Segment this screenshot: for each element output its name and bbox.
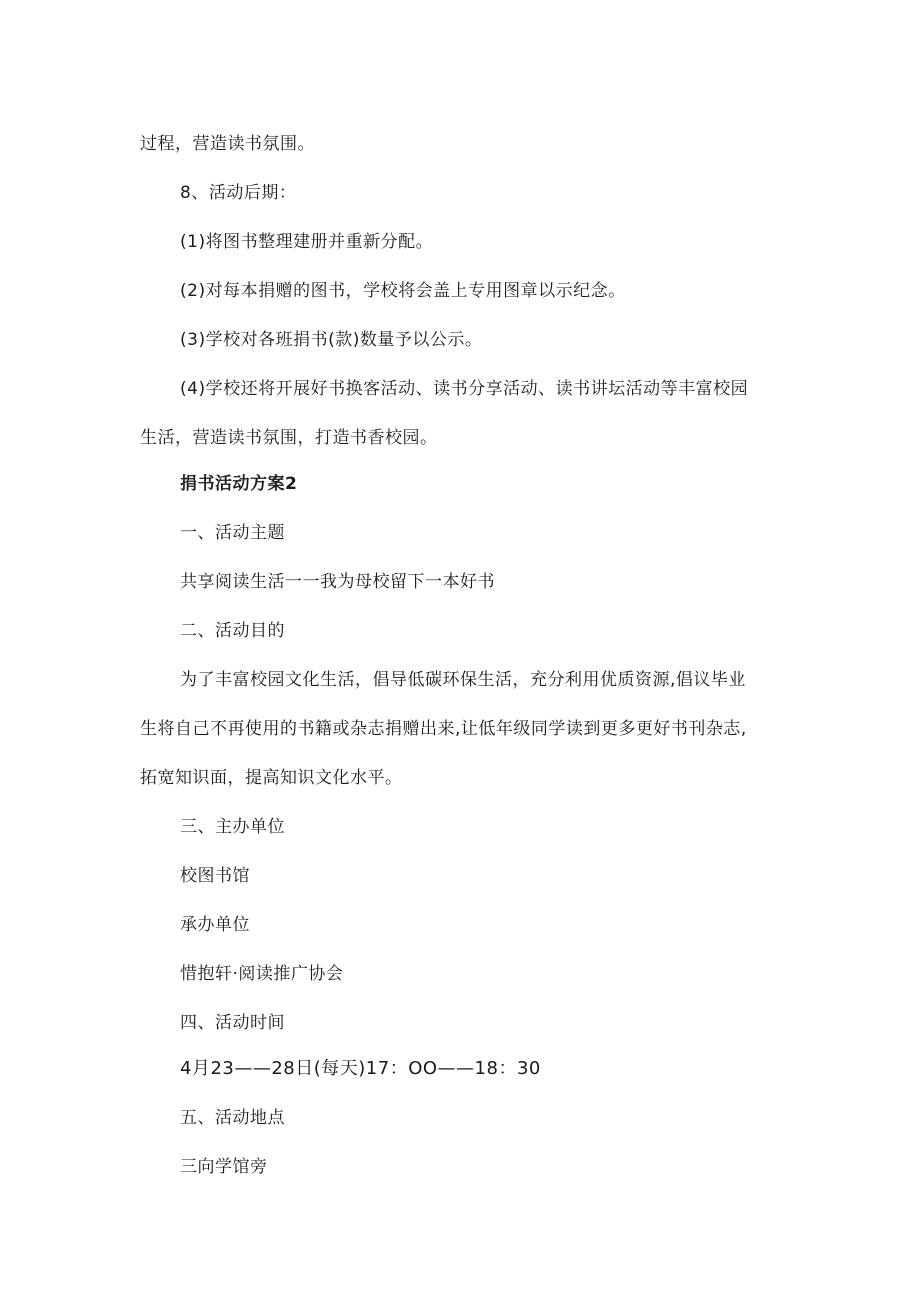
activity-theme: 共享阅读生活一一我为母校留下一本好书 (180, 572, 495, 592)
purpose-paragraph-line-2: 生将自己不再使用的书籍或杂志捐赠出来,让低年级同学读到更多更好书刊杂志, (140, 719, 747, 739)
section-8-heading: 8、活动后期： (180, 183, 297, 203)
plan-2-title: 捐书活动方案2 (180, 474, 298, 494)
list-item-4: (4)学校还将开展好书换客活动、读书分享活动、读书讲坛活动等丰富校园 (180, 379, 749, 399)
list-item-2: (2)对每本捐赠的图书，学校将会盖上专用图章以示纪念。 (180, 281, 626, 301)
section-1-heading: 一、活动主题 (180, 523, 285, 543)
co-organizer-label: 承办单位 (180, 915, 250, 935)
section-3-heading: 三、主办单位 (180, 817, 285, 837)
list-item-3: (3)学校对各班捐书(款)数量予以公示。 (180, 330, 483, 350)
purpose-paragraph-line-3: 拓宽知识面，提高知识文化水平。 (140, 768, 403, 788)
list-item-4-continuation: 生活，营造读书氛围，打造书香校园。 (140, 428, 438, 448)
activity-time: 4月23——28日(每天)17：OO——18：30 (180, 1058, 541, 1079)
section-2-heading: 二、活动目的 (180, 621, 285, 641)
purpose-paragraph-line-1: 为了丰富校园文化生活，倡导低碳环保生活，充分利用优质资源,倡议毕业 (180, 670, 746, 690)
organizer: 校图书馆 (180, 866, 250, 886)
section-5-heading: 五、活动地点 (180, 1108, 285, 1128)
paragraph-continuation: 过程，营造读书氛围。 (140, 134, 315, 154)
co-organizer: 惜抱轩·阅读推广协会 (180, 964, 344, 984)
section-4-heading: 四、活动时间 (180, 1013, 285, 1033)
activity-location: 三向学馆旁 (180, 1157, 268, 1177)
list-item-1: (1)将图书整理建册并重新分配。 (180, 232, 434, 252)
